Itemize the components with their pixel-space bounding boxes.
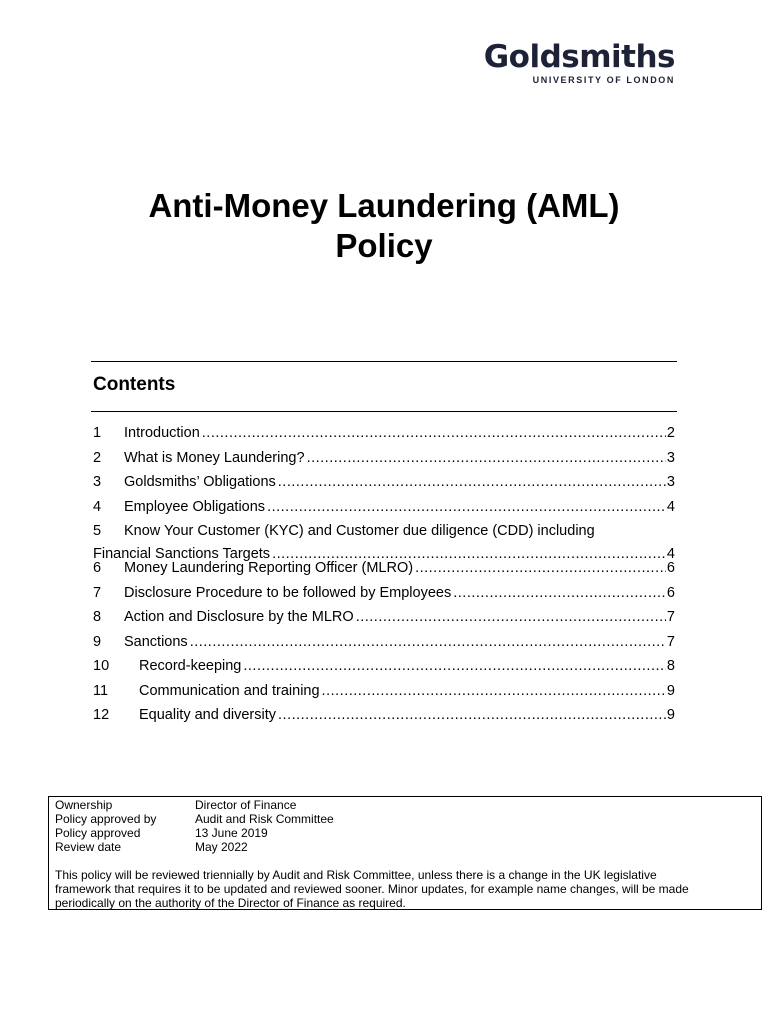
toc-number: 10 (93, 658, 110, 674)
toc-label: Money Laundering Reporting Officer (MLRO) (124, 560, 414, 576)
info-value: Audit and Risk Committee (195, 812, 334, 826)
logo-subtitle: UNIVERSITY OF LONDON (532, 75, 675, 85)
toc-number: 8 (93, 609, 102, 625)
toc-page-number: 9 (666, 682, 675, 699)
info-row-approved-by (55, 812, 755, 826)
toc-label: What is Money Laundering? (124, 449, 305, 466)
toc-number: 6 (93, 560, 102, 576)
toc-label: Record-keeping (139, 658, 242, 674)
contents-heading: Contents (93, 374, 176, 395)
info-value: 13 June 2019 (195, 826, 268, 840)
toc-leader-dots (322, 682, 666, 700)
info-value: Director of Finance (195, 798, 297, 812)
toc-label: Communication and training (139, 682, 320, 699)
toc-page-number: 8 (666, 658, 675, 674)
toc-leader-dots (415, 559, 666, 577)
toc-leader-dots (356, 608, 666, 626)
toc-label: Introduction (124, 425, 200, 441)
toc-page-number: 4 (666, 546, 675, 562)
table-of-contents (93, 424, 675, 731)
university-logo (484, 40, 675, 85)
toc-entry-record-keeping[interactable] (93, 657, 675, 682)
toc-page-number: 2 (666, 425, 675, 441)
toc-page-number: 9 (666, 707, 675, 723)
toc-leader-dots (190, 633, 666, 651)
toc-entry-sanctions[interactable] (93, 633, 675, 658)
info-key: Policy approved by (55, 812, 157, 826)
toc-page-number: 3 (666, 449, 675, 466)
toc-number: 5 (93, 523, 102, 539)
toc-page-number: 7 (666, 609, 675, 625)
toc-number: 9 (93, 633, 102, 650)
toc-leader-dots (453, 584, 666, 602)
toc-entry-communication-and-training[interactable] (93, 682, 675, 707)
info-key: Ownership (55, 798, 113, 812)
toc-entry-introduction[interactable] (93, 424, 675, 449)
document-title-line-1: Anti-Money Laundering (AML) (148, 187, 620, 224)
info-row-ownership (55, 798, 755, 812)
info-key: Review date (55, 840, 122, 854)
toc-page-number: 6 (666, 560, 675, 576)
review-note: This policy will be reviewed triennially by Audit and Risk Committee, unless there is a change in the UK legislative framework that requires it to be updated and reviewed sooner. Minor updates, for example name changes, will be made periodically on the authority of the Director of Finance as required. (55, 868, 689, 910)
toc-leader-dots (243, 657, 666, 675)
policy-info-box (48, 796, 762, 910)
document-title-line-2: Policy (335, 227, 433, 264)
toc-label: Goldsmiths’ Obligations (124, 474, 276, 490)
toc-label-continued: Financial Sanctions Targets (93, 546, 271, 562)
toc-number: 1 (93, 425, 102, 441)
toc-page-number: 7 (666, 633, 675, 650)
toc-number: 11 (93, 682, 109, 699)
toc-leader-dots (307, 449, 666, 467)
toc-leader-dots (278, 706, 666, 724)
info-row-review-date (55, 840, 755, 854)
toc-label: Equality and diversity (139, 707, 277, 723)
logo-wordmark: Goldsmiths (483, 39, 675, 75)
toc-leader-dots (267, 498, 666, 516)
toc-page-number: 6 (666, 584, 675, 601)
toc-entry-disclosure-procedure[interactable] (93, 584, 675, 609)
info-row-approved-date (55, 826, 755, 840)
info-value: May 2022 (195, 840, 248, 854)
toc-label: Disclosure Procedure to be followed by Employees (124, 584, 452, 601)
toc-leader-dots (202, 424, 666, 442)
toc-label: Action and Disclosure by the MLRO (124, 609, 354, 625)
document-title (0, 186, 768, 266)
toc-label: Employee Obligations (124, 498, 266, 515)
toc-number: 4 (93, 498, 102, 515)
toc-entry-employee-obligations[interactable] (93, 498, 675, 523)
toc-entry-what-is-money-laundering[interactable] (93, 449, 675, 474)
toc-number: 7 (93, 584, 102, 601)
info-key: Policy approved (55, 826, 141, 840)
toc-page-number: 3 (666, 474, 675, 490)
toc-entry-kyc-cdd[interactable] (93, 522, 675, 562)
toc-entry-mlro[interactable] (93, 559, 675, 584)
toc-number: 12 (93, 707, 110, 723)
toc-label: Sanctions (124, 633, 188, 650)
contents-bottom-rule (91, 411, 677, 412)
toc-leader-dots (278, 473, 666, 491)
toc-label: Know Your Customer (KYC) and Customer due diligence (CDD) including (124, 523, 595, 539)
toc-page-number: 4 (666, 498, 675, 515)
toc-entry-action-and-disclosure[interactable] (93, 608, 675, 633)
toc-number: 3 (93, 474, 102, 490)
toc-entry-goldsmiths-obligations[interactable] (93, 473, 675, 498)
contents-top-rule (91, 361, 677, 362)
toc-entry-equality-and-diversity[interactable] (93, 706, 675, 731)
toc-number: 2 (93, 449, 102, 466)
